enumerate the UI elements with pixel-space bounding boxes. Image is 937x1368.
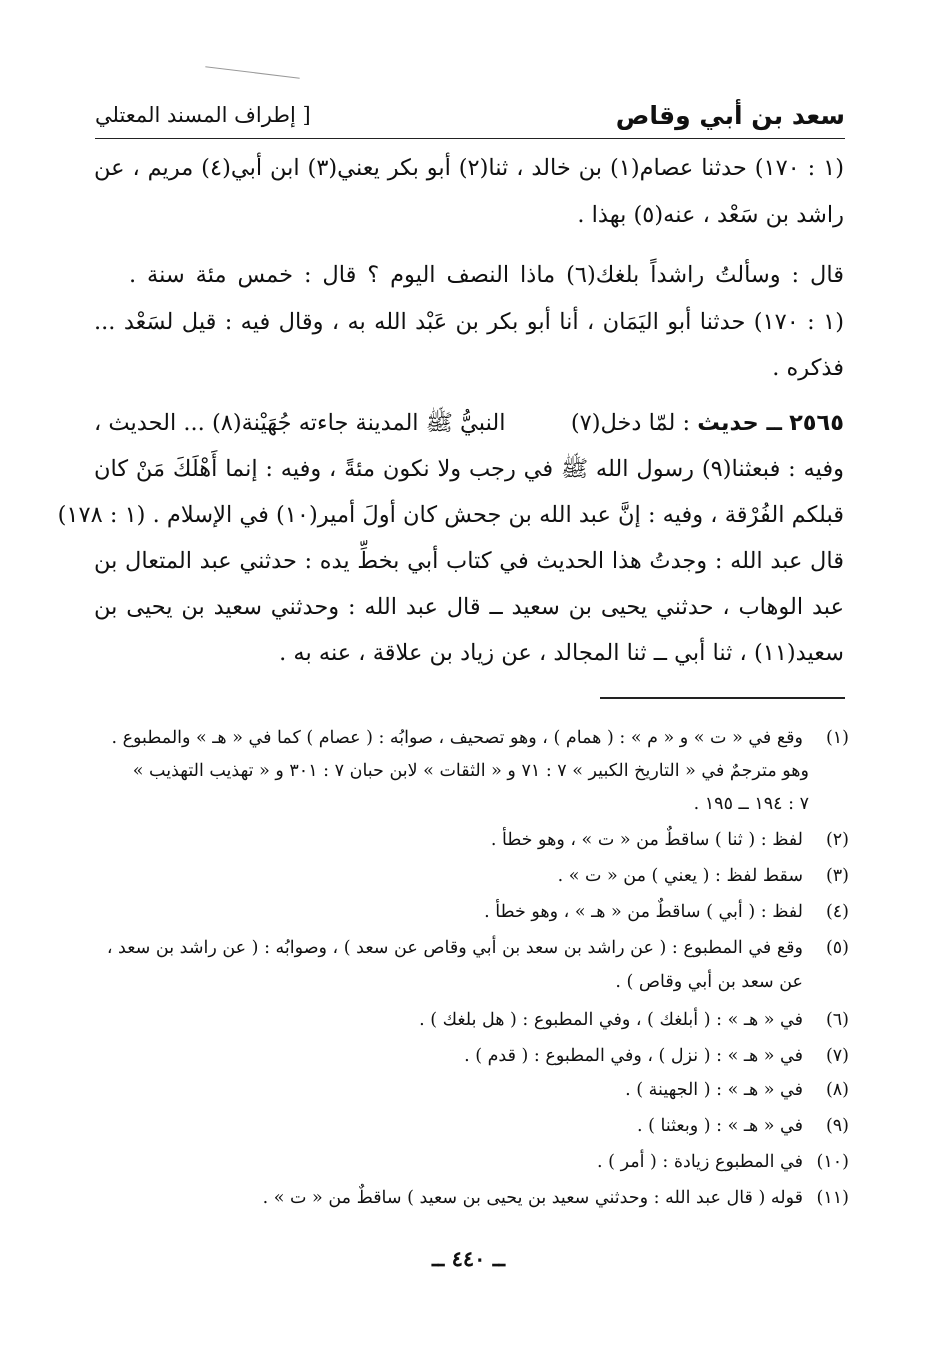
running-header [95, 92, 845, 139]
footnote-number: (٥) [825, 938, 849, 958]
body-line: قبلكم الفُرْقة ، وفيه : إنَّ عبد الله بن جحش كان أولَ أمير(١٠) في الإسلام . (١ : ١٧٨) [57, 502, 844, 528]
body-line: فذكره . [772, 355, 844, 381]
footnote-text: في « هـ » : ( الجهينة ) . [625, 1080, 803, 1100]
footnote [464, 1046, 849, 1067]
body-line: قال : وسألتُ راشداً بلغك(٦) ماذا النصف اليوم ؟ قال : خمس مئة سنة . [129, 262, 844, 288]
footnote-number: (١) [825, 728, 849, 748]
body-line: (١ : ١٧٠) حدثنا أبو اليَمَان ، أنا أبو بكر بن عَبْد الله به ، وقال فيه : قيل لسَعْد ... [94, 309, 844, 335]
header-book-title: [ إطراف المسند المعتلي [95, 103, 311, 127]
footnote [625, 1080, 849, 1101]
footnote-text: وقع في « ت » و « م » : ( همام ) ، وهو تصحيف ، صوابُه : ( عصام ) كما في « هـ » والمطبوع . [111, 728, 803, 748]
footnote [107, 938, 849, 959]
footnote [484, 902, 849, 923]
footnote [419, 1010, 849, 1031]
footnote [597, 1152, 849, 1173]
footnote-text: لفظ : ( ثنا ) ساقطٌ من « ت » ، وهو خطأ . [490, 830, 803, 850]
body-line: قال عبد الله : وجدتُ هذا الحديث في كتاب أبي بخطِّ يده : حدثني عبد المتعال بن [94, 548, 844, 574]
footnote-text: في « هـ » : ( وبعثنا ) . [637, 1116, 803, 1136]
footnote-continuation: وهو مترجمٌ في « التاريخ الكبير » ٧ : ٧١ و « الثقات » لابن حبان ٧ : ٣٠١ و « تهذيب التهذيب » [132, 761, 809, 781]
footnote [558, 866, 849, 887]
footnote-number: (٩) [825, 1116, 849, 1136]
footnote-text: في « هـ » : ( أبلغك ) ، وفي المطبوع : ( هل بلغك ) . [419, 1010, 803, 1030]
footnote-text: في المطبوع زيادة : ( أمر ) . [597, 1152, 803, 1172]
body-line: النبيُّ ﷺ المدينة جاءته جُهَيْنة(٨) ... الحديث ، [94, 410, 506, 436]
footnote-number: (٦) [825, 1010, 849, 1030]
footnote-number: (٧) [825, 1046, 849, 1066]
footnote-separator [600, 697, 845, 699]
footnote-text: وقع في المطبوع : ( عن راشد بن سعد بن أبي وقاص عن سعد ) ، وصوابُه : ( عن راشد بن سعد ، [106, 938, 803, 958]
hadith-number: ٢٥٦٥ [789, 410, 844, 436]
hadith-heading-start [571, 410, 844, 437]
body-line: وفيه : فبعثنا(٩) رسول الله ﷺ في رجب ولا نكون مئةً ، وفيه : إنما أَهْلَكَ مَنْ كان [94, 456, 844, 482]
footnote [491, 830, 849, 851]
hadith-label: ــ حديث [697, 410, 782, 436]
footnote-continuation: عن سعد بن أبي وقاص ) . [615, 972, 803, 992]
footnote-text: لفظ : ( أبي ) ساقطٌ من « هـ » ، وهو خطأ . [484, 902, 803, 922]
hadith-intro: : لمّا دخل(٧) [570, 410, 691, 436]
footnote-number: (٣) [825, 866, 849, 886]
footnote-continuation: ٧ : ١٩٤ ــ ١٩٥ . [693, 794, 809, 814]
header-chapter-title: سعد بن أبي وقاص [615, 100, 845, 130]
body-line: راشد بن سَعْد ، عنه(٥) بهذا . [577, 202, 844, 228]
page-number: ــ ٤٤٠ ــ [431, 1246, 506, 1271]
footnote-text: قوله ( قال عبد الله : وحدثني سعيد بن يحيى بن سعيد ) ساقطٌ من « ت » . [262, 1188, 803, 1208]
hadith-heading-line [94, 410, 844, 437]
body-line: سعيد(١١) ، ثنا أبي ــ ثنا المجالد ، عن زياد بن علاقة ، عنه به . [279, 640, 844, 666]
footnote [263, 1188, 849, 1209]
body-line: (١ : ١٧٠) حدثنا عصام(١) بن خالد ، ثنا(٢) أبو بكر يعني(٣) ابن أبي(٤) مريم ، عن [94, 155, 844, 181]
footnote-text: سقط لفظ : ( يعني ) من « ت » . [557, 866, 803, 886]
footnote-number: (٤) [825, 902, 849, 922]
footnote [111, 728, 849, 749]
footnote [637, 1116, 849, 1137]
footnote-number: (١١) [816, 1188, 849, 1208]
footnote-text: في « هـ » : ( نزل ) ، وفي المطبوع : ( قدم ) . [464, 1046, 803, 1066]
scan-artifact-line [205, 66, 299, 79]
footnote-number: (١٠) [816, 1152, 849, 1172]
footnote-number: (٢) [825, 830, 849, 850]
footnote-number: (٨) [825, 1080, 849, 1100]
body-line: عبد الوهاب ، حدثني يحيى بن سعيد ــ قال عبد الله : وحدثني سعيد بن يحيى بن [94, 594, 844, 620]
